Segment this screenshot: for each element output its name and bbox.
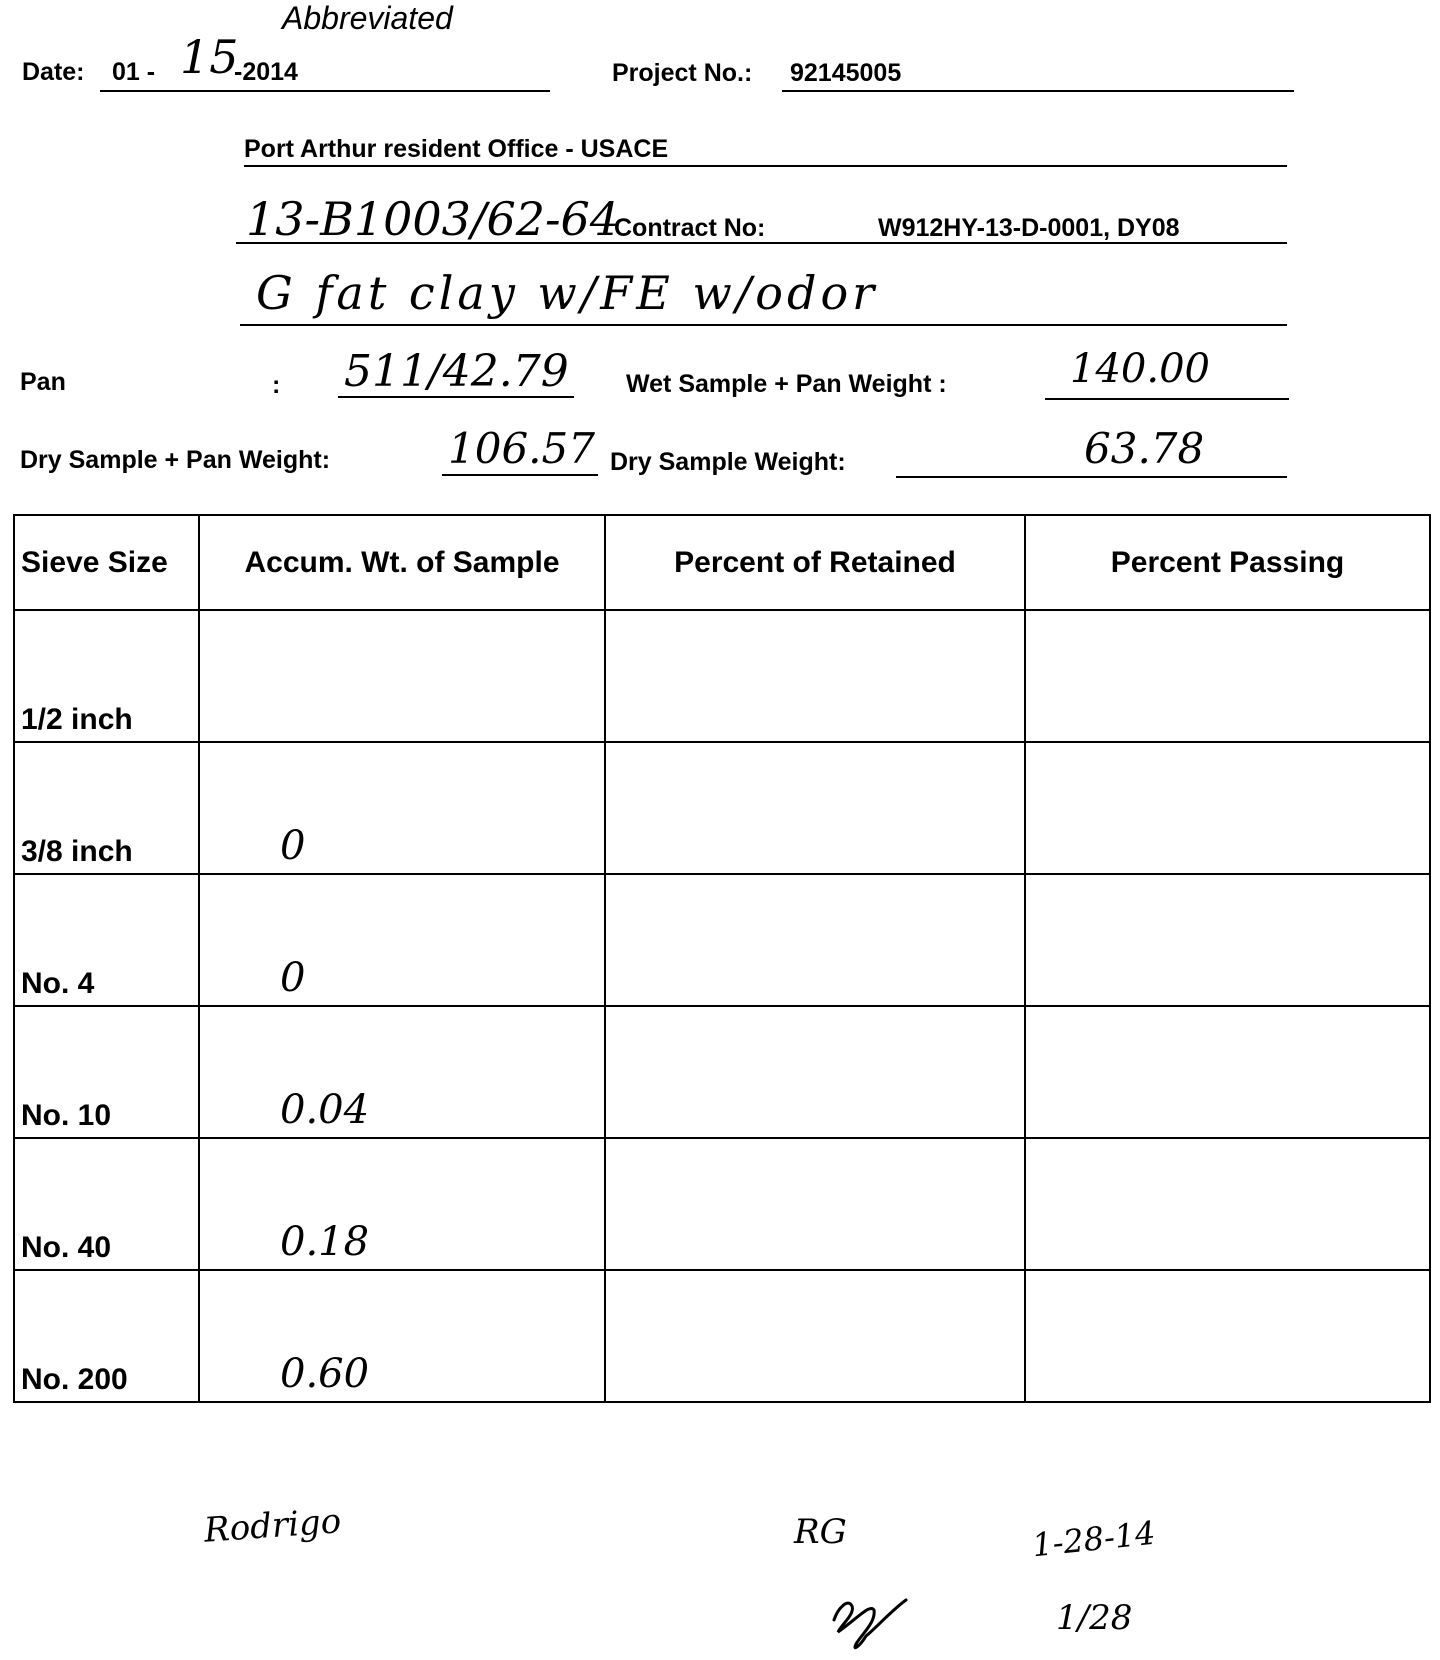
date-year: -2014 (234, 58, 298, 86)
description-underline (240, 324, 1287, 326)
pan-value: 511/42.79 (344, 346, 569, 397)
wet-weight-value: 140.00 (1070, 346, 1210, 392)
passing-cell (1025, 1270, 1430, 1402)
project-underline (782, 90, 1294, 92)
retained-cell (605, 1270, 1025, 1402)
check-date: 1-28-14 (1030, 1513, 1158, 1565)
table-row (14, 742, 1430, 874)
dry-weight-label: Dry Sample Weight: (610, 448, 846, 476)
sieve-size: No. 10 (21, 1099, 112, 1132)
dry-pan-weight-underline (442, 474, 598, 476)
contract-label: Contract No: (614, 214, 766, 242)
project-number: 92145005 (790, 59, 902, 87)
accum-weight: 0.60 (280, 1351, 370, 1397)
column-header: Percent Passing (1025, 515, 1430, 610)
contract-number: W912HY-13-D-0001, DY08 (878, 214, 1180, 242)
check-date-short: 1/28 (1056, 1598, 1133, 1638)
accum-cell (199, 1006, 605, 1138)
sample-id: 13-B1003/62-64 (246, 192, 620, 246)
retained-cell (605, 1138, 1025, 1270)
column-header: Percent of Retained (605, 515, 1025, 610)
retained-cell (605, 742, 1025, 874)
accum-weight: 0 (280, 823, 306, 869)
table-header-row (14, 515, 1430, 610)
sieve-size: No. 200 (21, 1363, 128, 1396)
accum-cell (199, 1138, 605, 1270)
pan-underline (338, 396, 574, 398)
passing-cell (1025, 874, 1430, 1006)
accum-cell (199, 742, 605, 874)
form-title: Abbreviated (282, 0, 453, 36)
checker-initials: RG (794, 1512, 847, 1552)
accum-weight: 0 (280, 955, 306, 1001)
column-header: Accum. Wt. of Sample (199, 515, 605, 610)
sample-description: G fat clay w/FE w/odor (256, 266, 879, 320)
checker-signature (812, 1576, 916, 1656)
accum-weight: 0.18 (280, 1219, 370, 1265)
dry-weight-value: 63.78 (1084, 424, 1205, 473)
wet-weight-underline (1045, 398, 1289, 400)
sieve-table (13, 514, 1431, 1403)
office-underline (244, 165, 1287, 167)
sieve-cell (14, 742, 199, 874)
dry-weight-underline (896, 476, 1287, 478)
wet-weight-label: Wet Sample + Pan Weight : (626, 370, 947, 398)
date-day: 15 (180, 30, 239, 84)
sieve-cell (14, 1006, 199, 1138)
date-underline (100, 90, 550, 92)
passing-cell (1025, 610, 1430, 742)
table-row (14, 1270, 1430, 1402)
column-header: Sieve Size (14, 515, 199, 610)
sieve-size: No. 4 (21, 967, 95, 1000)
sieve-size: No. 40 (21, 1231, 112, 1264)
pan-colon: : (272, 371, 281, 399)
retained-cell (605, 1006, 1025, 1138)
sieve-cell (14, 874, 199, 1006)
project-label: Project No.: (612, 59, 753, 87)
table-row (14, 1006, 1430, 1138)
retained-cell (605, 874, 1025, 1006)
sieve-size: 1/2 inch (21, 703, 133, 736)
table-row (14, 874, 1430, 1006)
dry-pan-weight-label: Dry Sample + Pan Weight: (20, 446, 331, 474)
contract-underline (236, 242, 1287, 244)
passing-cell (1025, 1138, 1430, 1270)
accum-cell (199, 610, 605, 742)
accum-cell (199, 1270, 605, 1402)
passing-cell (1025, 1006, 1430, 1138)
table-row (14, 610, 1430, 742)
sieve-cell (14, 1270, 199, 1402)
accum-cell (199, 874, 605, 1006)
accum-weight: 0.04 (280, 1087, 370, 1133)
technician-name: Rodrigo (202, 1501, 343, 1551)
retained-cell (605, 610, 1025, 742)
date-month: 01 - (112, 58, 156, 86)
date-label: Date: (22, 58, 85, 86)
passing-cell (1025, 742, 1430, 874)
table-row (14, 1138, 1430, 1270)
sieve-cell (14, 1138, 199, 1270)
pan-label: Pan (20, 368, 66, 396)
sieve-size: 3/8 inch (21, 835, 133, 868)
dry-pan-weight-value: 106.57 (448, 424, 595, 473)
office-name: Port Arthur resident Office - USACE (244, 135, 669, 163)
sieve-cell (14, 610, 199, 742)
